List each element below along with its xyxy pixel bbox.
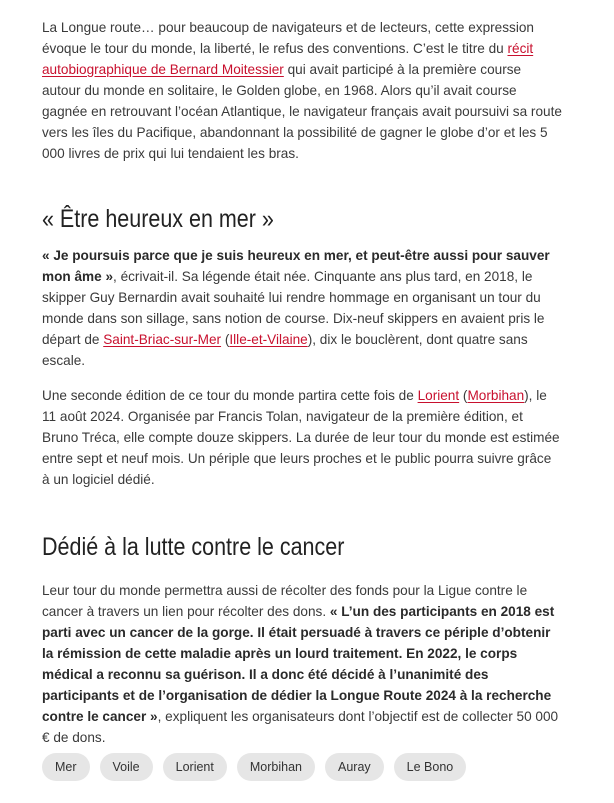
paragraph-text: Leur tour du monde permettra aussi de récolter des fonds pour la Ligue contre le cancer à travers un lien pour récolter des dons. (42, 583, 528, 619)
paragraph-text: La Longue route… pour beaucoup de navigateurs et de lecteurs, cette expression évoque le tour du monde, la liberté, le refus des conventions. C’est le titre du (42, 20, 534, 56)
ille-et-vilaine-link[interactable]: Ille-et-Vilaine (229, 332, 308, 347)
tag-voile[interactable]: Voile (100, 753, 153, 781)
tag-list (42, 753, 466, 781)
paragraph-text: qui avait participé à la première course autour du monde en solitaire, le Golden globe, en 1968. Alors qu’il avait course gagnée en retrouvant l’océan Atlantique, le navigateur français avait poursuivi sa route vers les îles du Pacifique, abandonnant la possibilité de gagner le globe d’or et les 5 000 livres de prix qui lui tendaient les bras. (42, 62, 562, 161)
tag-lorient[interactable]: Lorient (163, 753, 227, 781)
paragraph-text: , expliquent les organisateurs dont l’objectif est de collecter 50 000 € de dons. (42, 709, 559, 745)
section-heading-cancer: Dédié à la lutte contre le cancer (42, 533, 345, 561)
morbihan-link[interactable]: Morbihan (467, 388, 525, 403)
paragraph-text: ), le 11 août 2024. Organisée par Francis Tolan, navigateur de la première édition, et Bruno Tréca, elle compte douze skippers. La durée de leur tour du monde est estimée entre sept et neuf mois. Un périple que leurs proches et le public pourra suivre grâce à un logiciel dédié. (42, 388, 560, 487)
section-heading-etre-heureux: « Être heureux en mer » (42, 205, 274, 233)
bold-quote: « Je poursuis parce que je suis heureux en mer, et peut-être aussi pour sauver mon âme » (42, 248, 550, 284)
bold-quote: « L’un des participants en 2018 est parti avec un cancer de la gorge. Il était persuadé à travers ce périple d’obtenir la rémission de cette maladie après un lourd traitement. En 2022, le corps médical a reconnu sa guérison. Il a donc été décidé à l’unanimité des participants et de l’organisation de dédier la Longue Route 2024 à la recherche contre le cancer » (42, 604, 555, 724)
paragraph-text: ), dix le bouclèrent, dont quatre sans escale. (42, 332, 528, 368)
tag-mer[interactable]: Mer (42, 753, 90, 781)
intro-paragraph (42, 17, 562, 164)
quote-paragraph (42, 245, 562, 371)
tag-le-bono[interactable]: Le Bono (394, 753, 467, 781)
paragraph-text: ( (221, 332, 230, 347)
cancer-paragraph (42, 580, 562, 748)
paragraph-text: , écrivait-il. Sa légende était née. Cinquante ans plus tard, en 2018, le skipper Guy Bernardin avait souhaité lui rendre hommage en organisant un tour du monde dans son sillage, sans notion de course. Dix-neuf skippers en avaient pris le départ de (42, 269, 545, 347)
saint-briac-link[interactable]: Saint-Briac-sur-Mer (103, 332, 222, 347)
tag-auray[interactable]: Auray (325, 753, 384, 781)
second-edition-paragraph (42, 385, 562, 490)
moitessier-book-link[interactable]: récit autobiographique de Bernard Moitessier (42, 41, 534, 77)
lorient-link[interactable]: Lorient (417, 388, 460, 403)
tag-morbihan[interactable]: Morbihan (237, 753, 315, 781)
paragraph-text: ( (459, 388, 468, 403)
paragraph-text: Une seconde édition de ce tour du monde partira cette fois de (42, 388, 418, 403)
